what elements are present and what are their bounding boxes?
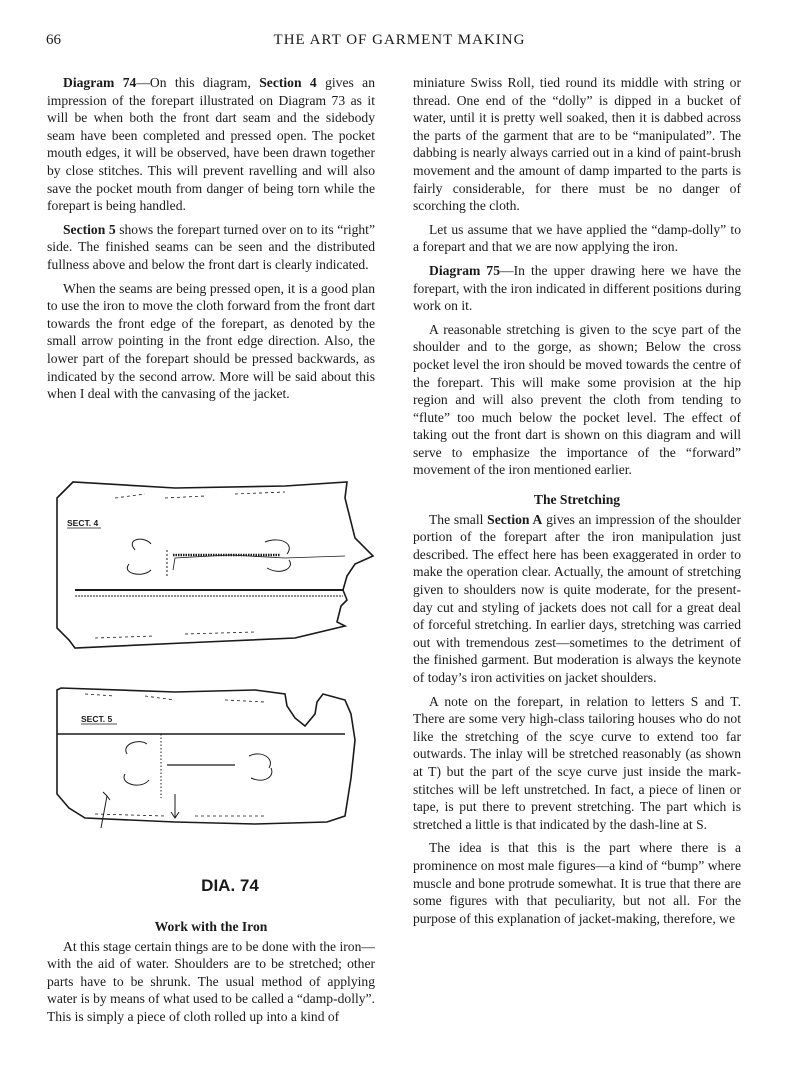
label-diagram-74: Diagram 74 xyxy=(63,75,137,90)
sect-5-label: SECT. 5 xyxy=(81,714,113,724)
paragraph-section-5: Section 5 shows the forepart turned over on to its “right” side. The finished seams can be seen and the distributed fullness above and below the front dart is clearly indicated. xyxy=(47,221,375,272)
paragraph-the-idea: The idea is that this is the part where there is a prominence on most male figures—a kind of “bump” where muscle and bone protrude somewhat. It is true that there are some figures with that peculiarity, but not all. For the purpose of this explanation of jacket-making, therefore, we xyxy=(413,840,741,926)
label-section-5: Section 5 xyxy=(63,221,116,237)
heading-work-with-iron: Work with the Iron xyxy=(154,919,268,934)
left-bottom-section xyxy=(47,918,375,1026)
right-column xyxy=(413,74,741,933)
paragraph-diagram-74: Diagram 74—On this diagram, Section 4 gives an impression of the forepart illustrated on Diagram 73 as it will be when both the front dart seam and the sidebody seam have been completed and pressed open. The pocket mouth edges, it will be observed, have been drawn together by close stitches. This will prevent ravelling and will also save the pocket mouth from danger of being torn while the forepart is being handled. xyxy=(47,75,376,214)
figure-caption: DIA. 74 xyxy=(201,876,259,895)
section-4-drawing xyxy=(57,482,373,648)
heading-the-stretching: The Stretching xyxy=(533,492,621,508)
label-section-a: Section A xyxy=(487,511,543,527)
label-section-4: Section 4 xyxy=(259,75,317,90)
paragraph-section-a: The small Section A gives an impression of the shoulder portion of the forepart after the iron manipulation just described. The effect here has been exaggerated in order to make the operation clear. Actually, the amount of stretching given to shoulders now is quite moderate, for the present-day cut and styling of jackets does not call for a great deal of forceful stretching. In earlier days, stretching was carried out with tremendous zest—sometimes to the detriment of the finished garment. But moderation is always the keynote of today’s iron activities on jacket shoulders. xyxy=(413,511,741,685)
paragraph-work-with-iron: At this stage certain things are to be done with the iron—with the aid of water. Shoulders are to be stretched; other parts have to be shrunk. The usual method of applying water is by means of what used to be called a “damp-dolly”. This is simply a piece of cloth rolled up into a kind of xyxy=(47,938,375,1024)
paragraph-swiss-roll: miniature Swiss Roll, tied round its middle with string or thread. One end of the “dolly” is dipped in a bucket of water, until it is pretty well soaked, then it is dabbed across the parts of the garment that are to be “manipulated”. The dabbing is nearly always carried out in a kind of paint-brush movement and the amount of damp imparted to the parts is fairly considerable, for there must be no danger of scorching the cloth. xyxy=(413,75,741,214)
left-column xyxy=(47,74,375,409)
paragraph-diagram-75: Diagram 75—In the upper drawing here we have the forepart, with the iron indicated in different positions during work on it. xyxy=(413,262,741,314)
paragraph-note-forepart: A note on the forepart, in relation to letters S and T. There are some very high-class tailoring houses who do not like the stretching of the scye curve to extend too far outwards. The inlay will be stretched reasonably (as shown at T) but the part of the scye curve just inside the mark-stitches will be left unstretched. In fact, a piece of linen or tape, is put there to prevent stretching. The part which is stretched a little is that indicated by the dash-line at S. xyxy=(413,693,741,832)
paragraph-pressing: When the seams are being pressed open, it is a good plan to use the iron to move the cloth forward from the front dart towards the front edge of the forepart, as denoted by the small arrow pointing in the front edge direction. Also, the lower part of the forepart should be pressed backwards, as indicated by the second arrow. More will be said about this when I deal with the canvasing of the jacket. xyxy=(47,280,375,402)
sect-4-label: SECT. 4 xyxy=(67,518,99,528)
section-5-drawing xyxy=(57,688,355,828)
paragraph-damp-dolly: Let us assume that we have applied the “damp-dolly” to a forepart and that we are now applying the iron. xyxy=(413,221,741,255)
paragraph-stretching-scye: A reasonable stretching is given to the scye part of the shoulder and to the gorge, as shown; Below the cross pocket level the iron should be moved towards the centre of the forepart. This will make some provision at the hip region and will also prevent the cloth from tending to “flute” too much below the pocket level. The effect of taking out the front dart is shown on this diagram and will serve to emphasize the importance of the “forward” movement of the iron mentioned earlier. xyxy=(413,321,741,478)
running-head: THE ART OF GARMENT MAKING xyxy=(273,32,526,48)
diagram-74-figure xyxy=(55,478,375,858)
label-diagram-75: Diagram 75 xyxy=(429,262,500,278)
page-number: 66 xyxy=(46,32,61,48)
